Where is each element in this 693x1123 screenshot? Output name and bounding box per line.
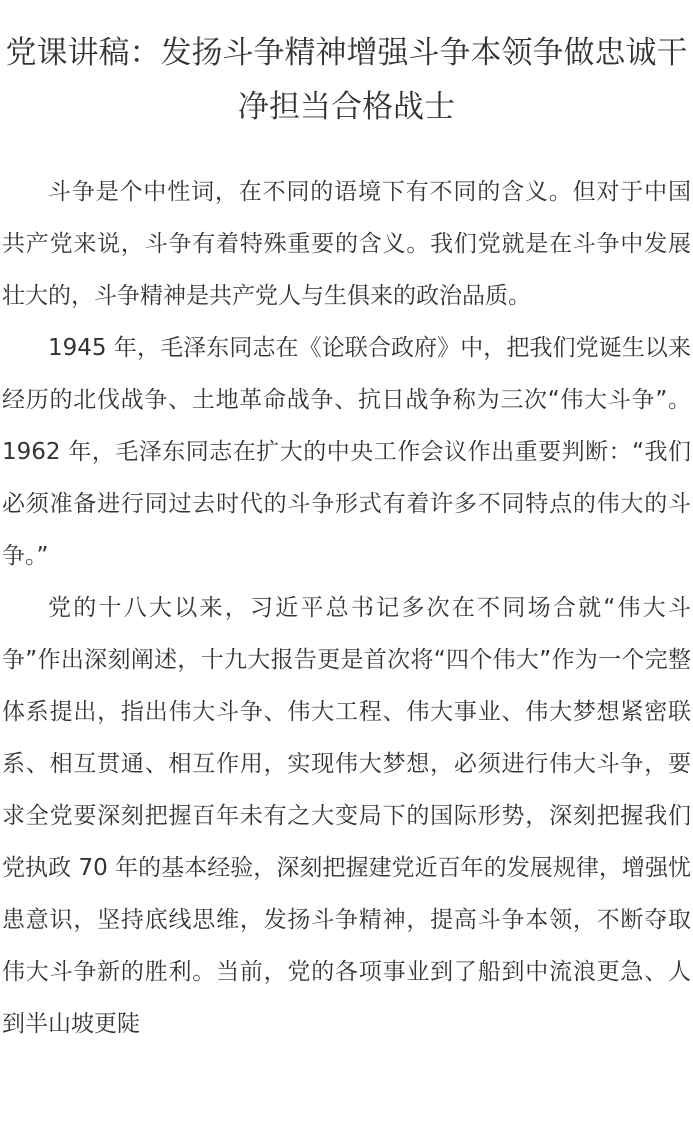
- article-title: 党课讲稿：发扬斗争精神增强斗争本领争做忠诚干净担当合格战士: [5, 35, 688, 125]
- paragraph-3: 党的十八大以来，习近平总书记多次在不同场合就“伟大斗争”作出深刻阐述，十九大报告更是首次将“四个伟大”作为一个完整体系提出，指出伟大斗争、伟大工程、伟大事业、伟大梦想紧密联系、相互贯通、相互作用，实现伟大梦想，必须进行伟大斗争，要求全党要深刻把握百年未有之大变局下的国际形势，深刻把握我们党执政 70 年的基本经验，深刻把握建党近百年的发展规律，增强忧患意识，坚持底线思维，发扬斗争精神，提高斗争本领，不断夺取伟大斗争新的胜利。当前，党的各项事业到了船到中流浪更急、人到半山坡更陡: [2, 595, 691, 1037]
- article: [0, 26, 693, 1050]
- paragraph-2: 1945 年，毛泽东同志在《论联合政府》中，把我们党诞生以来经历的北伐战争、土地革命战争、抗日战争称为三次“伟大斗争”。1962 年，毛泽东同志在扩大的中央工作会议作出重要判断：“我们必须准备进行同过去时代的斗争形式有着许多不同特点的伟大的斗争。”: [2, 335, 691, 569]
- article-body: [2, 166, 691, 1050]
- paragraph-1: 斗争是个中性词，在不同的语境下有不同的含义。但对于中国共产党来说，斗争有着特殊重要的含义。我们党就是在斗争中发展壮大的，斗争精神是共产党人与生俱来的政治品质。: [2, 179, 691, 309]
